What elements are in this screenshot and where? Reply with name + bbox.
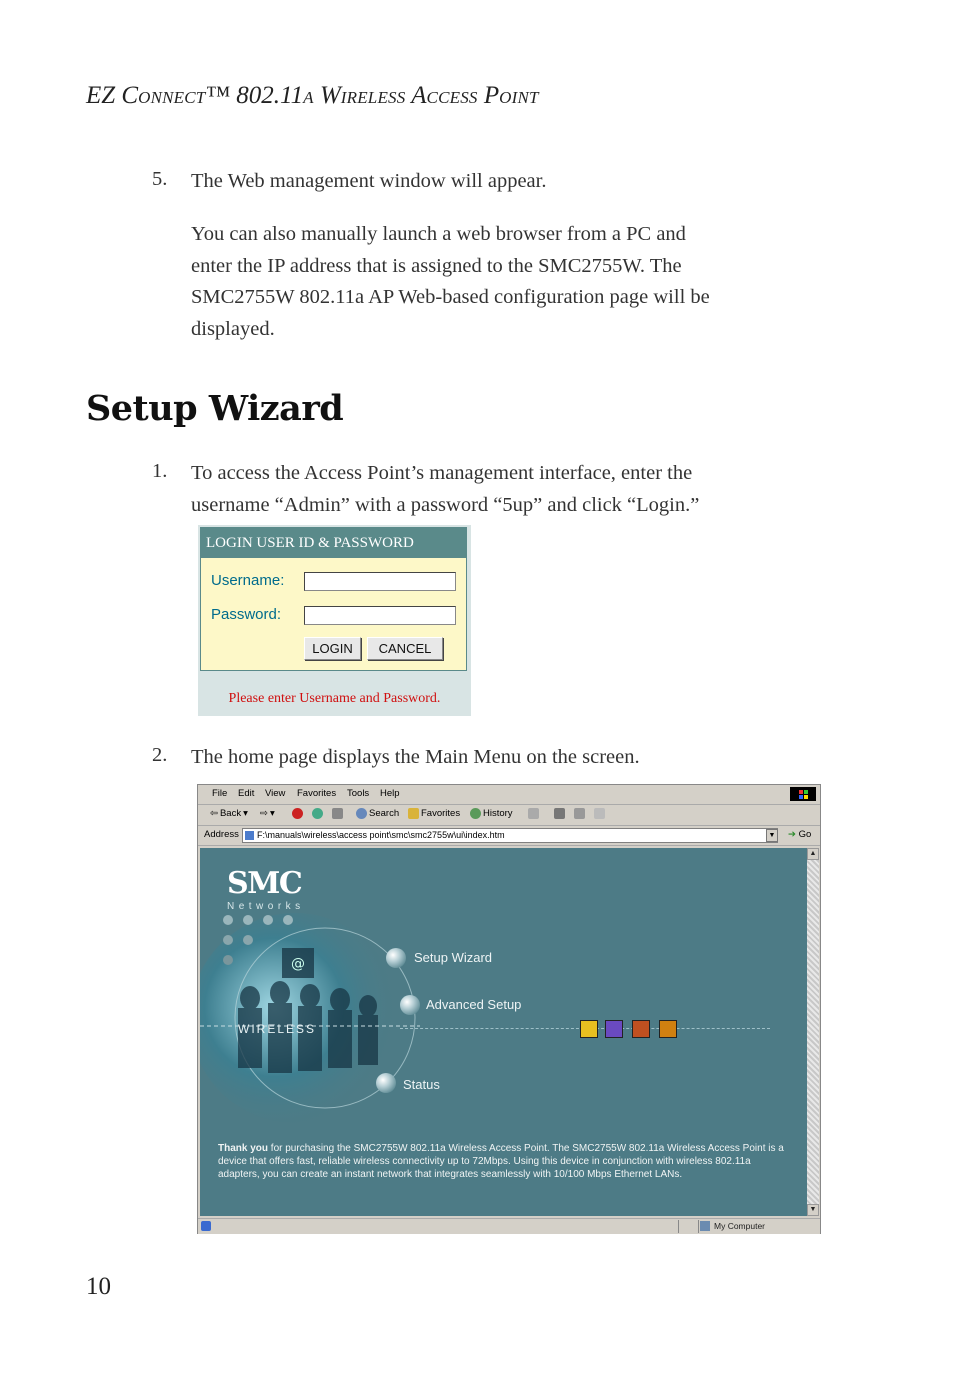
- advanced-setup-link[interactable]: Advanced Setup: [426, 997, 522, 1012]
- menu-tools[interactable]: Tools: [347, 788, 370, 799]
- stop-icon: [292, 808, 303, 819]
- favorites-icon: [408, 808, 419, 819]
- mail-button[interactable]: [528, 808, 539, 819]
- chevron-down-icon: ▾: [243, 808, 248, 819]
- status-bullet-icon: [376, 1073, 396, 1093]
- address-input[interactable]: F:\manuals\wireless\access point\smc\smc2755w\ui\index.htm: [242, 828, 778, 843]
- edit-button[interactable]: [574, 808, 585, 819]
- smc-networks-text: Networks: [227, 901, 305, 912]
- tile-icon: [580, 1020, 598, 1038]
- tile-icon: [605, 1020, 623, 1038]
- forward-arrow-icon: ⇨: [260, 808, 268, 819]
- address-dropdown[interactable]: ▼: [766, 829, 778, 842]
- status-bar: [198, 1218, 820, 1234]
- refresh-button[interactable]: [312, 808, 323, 819]
- refresh-icon: [312, 808, 323, 819]
- step-number: 2.: [152, 744, 168, 766]
- cancel-button[interactable]: CANCEL: [367, 637, 443, 660]
- smc-logo: SMC: [227, 866, 302, 901]
- back-button[interactable]: ⇦ Back ▾: [210, 808, 248, 819]
- advanced-setup-bullet-icon: [400, 995, 420, 1015]
- edit-icon: [574, 808, 585, 819]
- password-label: Password:: [211, 606, 282, 623]
- status-link[interactable]: Status: [403, 1077, 440, 1092]
- intro-paragraph: You can also manually launch a web browser from a PC and enter the IP address that is assigned to the SMC2755W. The SMC2755W 802.11a AP Web-based configuration page will be displayed.: [191, 223, 710, 340]
- print-button[interactable]: [554, 808, 565, 819]
- mail-icon: [528, 808, 539, 819]
- discuss-icon: [594, 808, 605, 819]
- step-text: The home page displays the Main Menu on the screen.: [191, 746, 640, 768]
- vertical-scrollbar[interactable]: [807, 848, 819, 1216]
- status-zone: My Computer: [714, 1221, 766, 1231]
- setup-wizard-link[interactable]: Setup Wizard: [414, 950, 493, 965]
- wireless-text: WIRELESS: [238, 1022, 317, 1036]
- back-arrow-icon: ⇦: [210, 808, 218, 819]
- ie-page-icon: [201, 1221, 211, 1231]
- page-icon: [245, 831, 254, 840]
- address-bar: [198, 826, 820, 846]
- description-text: Thank you for purchasing the SMC2755W 802.11a Wireless Access Point. The SMC2755W 802.11a Wireless Access Point is a device that offers fast, reliable wireless connectivity up to 72Mbps. Using this device in conjunction with wireless 802.11a adapters, you can create an instant network that integrates seamlessly with 10/100 Mbps Ethernet LANs.: [218, 1143, 784, 1180]
- scroll-down-button[interactable]: ▼: [807, 1204, 819, 1216]
- history-icon: [470, 808, 481, 819]
- toolbar: [198, 805, 820, 826]
- tile-icon: [632, 1020, 650, 1038]
- discuss-button[interactable]: [594, 808, 605, 819]
- step-number: 5.: [152, 168, 168, 190]
- print-icon: [554, 808, 565, 819]
- login-message: Please enter Username and Password.: [228, 691, 441, 706]
- login-button[interactable]: LOGIN: [304, 637, 361, 660]
- menu-edit[interactable]: Edit: [238, 788, 255, 799]
- step-number: 1.: [152, 460, 168, 482]
- home-button[interactable]: [332, 808, 343, 819]
- svg-text:@: @: [291, 956, 305, 972]
- go-arrow-icon: ➔: [788, 829, 796, 840]
- search-button[interactable]: Search: [356, 808, 399, 819]
- login-form: [200, 557, 467, 671]
- setup-wizard-bullet-icon: [386, 948, 406, 968]
- running-header: EZ CONNECT™ 802.11A WIRELESS ACCESS POINT: [86, 82, 539, 109]
- windows-logo-icon: [790, 787, 816, 801]
- search-icon: [356, 808, 367, 819]
- username-label: Username:: [211, 572, 285, 589]
- scroll-up-button[interactable]: ▲: [807, 848, 819, 860]
- menu-help[interactable]: Help: [380, 788, 400, 799]
- browser-window: [197, 784, 821, 1234]
- address-label: Address: [204, 829, 239, 840]
- menu-favorites[interactable]: Favorites: [297, 788, 337, 799]
- computer-icon: [700, 1221, 710, 1231]
- home-icon: [332, 808, 343, 819]
- tile-icon: [659, 1020, 677, 1038]
- menu-bar: [198, 785, 820, 805]
- password-input[interactable]: [304, 606, 456, 625]
- login-title: LOGIN USER ID & PASSWORD: [200, 527, 467, 557]
- section-title: Setup Wizard: [86, 388, 344, 429]
- login-panel: [198, 525, 471, 716]
- menu-view[interactable]: View: [265, 788, 286, 799]
- chevron-down-icon: ▾: [269, 808, 275, 819]
- stop-button[interactable]: [292, 808, 303, 819]
- forward-button[interactable]: [260, 808, 275, 819]
- favorites-button[interactable]: Favorites: [408, 808, 460, 819]
- page-number: 10: [86, 1273, 111, 1300]
- history-button[interactable]: History: [470, 808, 513, 819]
- go-button[interactable]: ➔ Go: [788, 829, 812, 840]
- page-content: [200, 848, 807, 1216]
- step-text: To access the Access Point’s management interface, enter the username “Admin” with a password “5up” and click “Login.”: [191, 462, 700, 516]
- step-text: The Web management window will appear.: [191, 170, 547, 192]
- menu-file[interactable]: File: [212, 788, 228, 799]
- username-input[interactable]: [304, 572, 456, 591]
